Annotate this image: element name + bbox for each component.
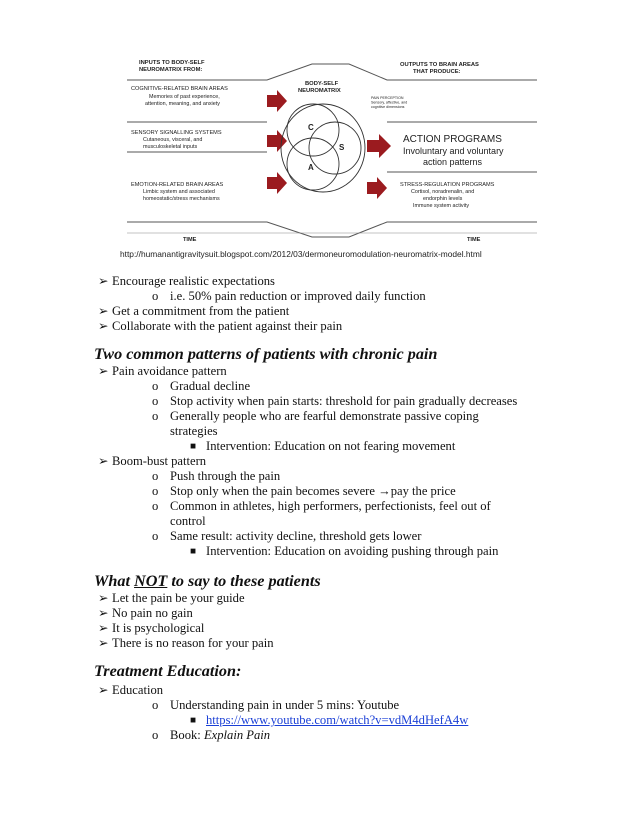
arrow-bullet-icon: ➢ xyxy=(98,683,109,697)
inputs-title: INPUTS TO BODY-SELF NEUROMATRIX FROM: xyxy=(139,60,205,73)
neuromatrix-title: BODY-SELF NEUROMATRIX xyxy=(298,81,341,94)
list-item-continuation: control xyxy=(170,514,206,528)
list-item: o Understanding pain in under 5 mins: Youtube xyxy=(152,698,400,712)
arrow-bullet-icon: ➢ xyxy=(98,621,109,635)
arrow-bullet-icon: ➢ xyxy=(98,274,109,288)
circle-bullet-icon: o xyxy=(152,379,159,393)
circle-bullet-icon: o xyxy=(152,728,159,742)
list-item: ➢ It is psychological xyxy=(98,621,205,635)
list-item: o Generally people who are fearful demonstrate passive coping xyxy=(152,409,479,423)
circle-bullet-icon: o xyxy=(152,289,159,303)
list-item: ➢ Pain avoidance pattern xyxy=(98,364,227,378)
list-item: o Push through the pain xyxy=(152,469,281,483)
book-title: Explain Pain xyxy=(203,728,271,742)
action-title: ACTION PROGRAMS xyxy=(403,134,502,145)
arrow-bullet-icon: ➢ xyxy=(98,606,109,620)
list-item: o Book: Explain Pain xyxy=(152,728,271,742)
list-item: o i.e. 50% pain reduction or improved daily function xyxy=(152,289,426,303)
emotion-desc: Limbic system and associated homeostatic/stress mechanisms xyxy=(143,189,220,202)
list-item: ➢ Get a commitment from the patient xyxy=(98,304,290,318)
arrow-bullet-icon: ➢ xyxy=(98,304,109,318)
pain-perception-label: PAIN PERCEPTION Sensory, affective, and cognitive dimensions xyxy=(371,96,408,109)
neuromatrix-diagram xyxy=(117,52,547,247)
action-desc: Involuntary and voluntary action patterns xyxy=(403,146,504,167)
list-item: o Stop activity when pain starts: threshold for pain gradually decreases xyxy=(152,394,518,408)
list-item: o Gradual decline xyxy=(152,379,251,393)
time-left-label: TIME xyxy=(183,237,197,243)
arrow-bullet-icon: ➢ xyxy=(98,319,109,333)
section-heading: Two common patterns of patients with chronic pain xyxy=(94,345,438,363)
circle-s-label: S xyxy=(339,143,345,152)
square-bullet-icon: ■ xyxy=(190,715,197,726)
arrow-bullet-icon: ➢ xyxy=(98,454,109,468)
arrow-bullet-icon: ➢ xyxy=(98,591,109,605)
section-heading: What NOT to say to these patients xyxy=(94,572,321,590)
arrow-bullet-icon: ➢ xyxy=(98,636,109,650)
circle-bullet-icon: o xyxy=(152,698,159,712)
youtube-link[interactable]: https://www.youtube.com/watch?v=vdM4dHefA4w xyxy=(206,713,469,727)
circle-bullet-icon: o xyxy=(152,529,159,543)
list-item: ➢ Encourage realistic expectations xyxy=(98,274,275,288)
right-arrow-icon: → xyxy=(378,484,391,498)
sensory-desc: Cutaneous, visceral, and musculoskeletal inputs xyxy=(143,137,203,150)
circle-bullet-icon: o xyxy=(152,484,159,498)
arrow-bullet-icon: ➢ xyxy=(98,364,109,378)
list-item: o Stop only when the pain becomes severe →pay the price xyxy=(152,484,456,498)
circle-bullet-icon: o xyxy=(152,409,159,423)
circle-bullet-icon: o xyxy=(152,469,159,483)
circle-a-label: A xyxy=(308,163,314,172)
list-item: ➢ There is no reason for your pain xyxy=(98,636,274,650)
emotion-title: EMOTION-RELATED BRAIN AREAS xyxy=(131,182,224,188)
source-url[interactable]: http://humanantigravitysuit.blogspot.com/2012/03/dermoneuromodulation-neuromatrix-model.html xyxy=(120,249,482,259)
circle-c-label: C xyxy=(308,123,314,132)
list-item: ■ Intervention: Education on not fearing movement xyxy=(190,439,456,453)
cognitive-title: COGNITIVE-RELATED BRAIN AREAS xyxy=(131,86,228,92)
list-item: o Common in athletes, high performers, perfectionists, feel out of xyxy=(152,499,491,513)
list-item: ➢ No pain no gain xyxy=(98,606,193,620)
time-right-label: TIME xyxy=(467,237,481,243)
stress-title: STRESS-REGULATION PROGRAMS xyxy=(400,182,495,188)
list-item: ➢ Boom-bust pattern xyxy=(98,454,207,468)
square-bullet-icon: ■ xyxy=(190,546,197,557)
outputs-title: OUTPUTS TO BRAIN AREAS THAT PRODUCE: xyxy=(400,62,479,75)
list-item: ➢ Education xyxy=(98,683,164,697)
stress-desc: Cortisol, noradrenalin, and endorphin levels Immune system activity xyxy=(411,189,475,209)
circle-bullet-icon: o xyxy=(152,394,159,408)
cognitive-desc: Memories of past experience, attention, meaning, and anxiety xyxy=(145,94,220,107)
square-bullet-icon: ■ xyxy=(190,441,197,452)
sensory-title: SENSORY SIGNALLING SYSTEMS xyxy=(131,130,222,136)
list-item: ➢ Let the pain be your guide xyxy=(98,591,245,605)
list-item-continuation: strategies xyxy=(170,424,218,438)
list-item: ➢ Collaborate with the patient against their pain xyxy=(98,319,343,333)
section-heading: Treatment Education: xyxy=(94,662,242,680)
list-item: o Same result: activity decline, threshold gets lower xyxy=(152,529,422,543)
list-item xyxy=(190,713,469,728)
circle-bullet-icon: o xyxy=(152,499,159,513)
list-item: ■ Intervention: Education on avoiding pushing through pain xyxy=(190,544,499,558)
